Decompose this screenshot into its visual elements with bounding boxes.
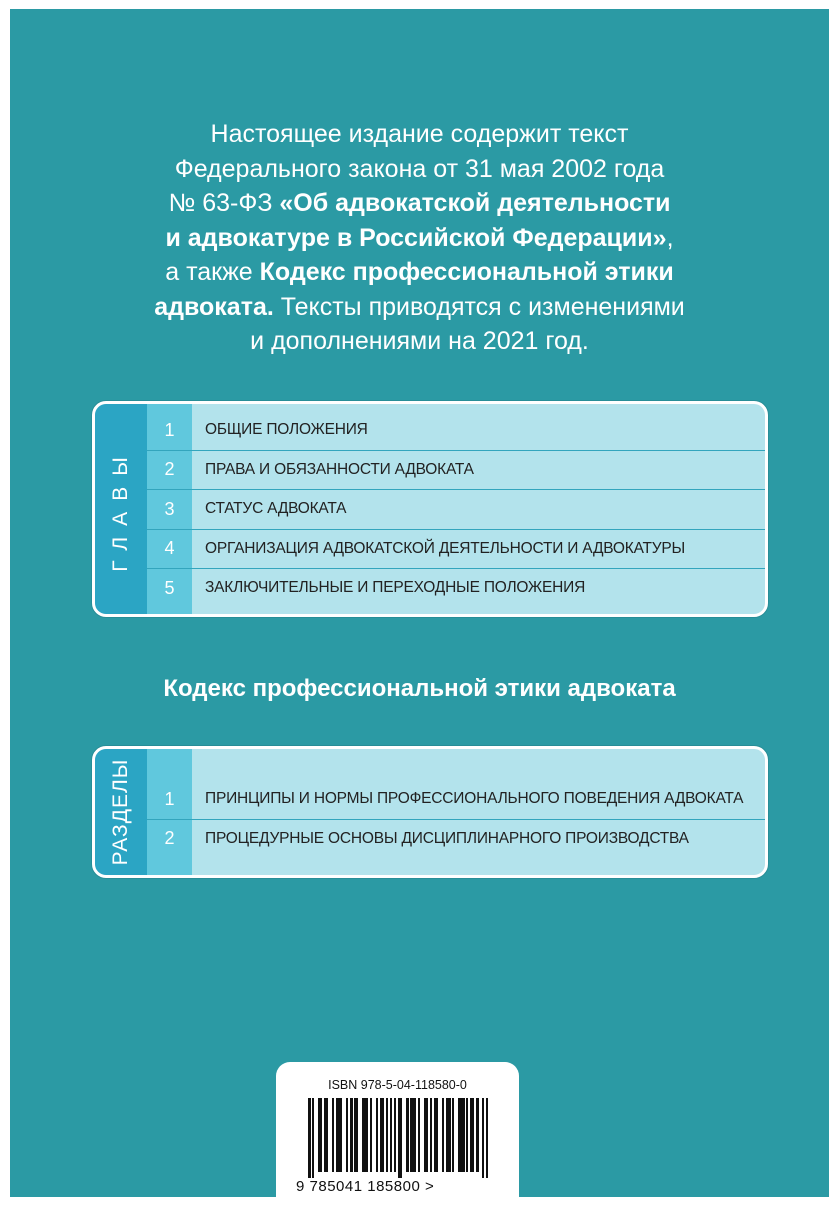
- barcode-bar: [382, 1098, 384, 1172]
- chapter-row: [147, 490, 765, 530]
- chapter-number: 5: [164, 577, 175, 598]
- barcode: [308, 1098, 488, 1178]
- intro-line: [10, 290, 829, 325]
- section-number: 1: [164, 788, 175, 809]
- barcode-bar: [410, 1098, 412, 1172]
- intro-bold-fragment: Кодекс профессиональной этики: [259, 258, 674, 286]
- barcode-bar: [406, 1098, 409, 1172]
- barcode-bar: [370, 1098, 372, 1172]
- intro-line: Федерального закона от 31 мая 2002 года: [174, 154, 665, 183]
- intro-bold-fragment: «Об адвокатской деятельности: [279, 189, 671, 217]
- sections-label-text: РАЗДЕЛЫ: [109, 758, 132, 866]
- intro-line: [10, 221, 829, 256]
- chapter-row: [147, 569, 765, 608]
- barcode-bar: [400, 1098, 402, 1178]
- chapter-title: СТАТУС АДВОКАТА: [205, 500, 347, 518]
- section-row: [147, 820, 765, 859]
- barcode-bar: [326, 1098, 328, 1172]
- intro-line: [10, 186, 829, 221]
- code-heading: Кодекс профессиональной этики адвоката: [163, 675, 676, 702]
- chapters-label-text: ГЛАВЫ: [109, 446, 132, 572]
- sections-panel: [92, 746, 768, 878]
- barcode-bar: [476, 1098, 479, 1172]
- barcode-bar: [398, 1098, 400, 1178]
- chapter-number: 1: [164, 419, 175, 440]
- barcode-bar: [414, 1098, 416, 1172]
- barcode-bar: [380, 1098, 382, 1172]
- intro-fragment: Тексты приводятся с изменениями: [273, 292, 685, 321]
- intro-line: Настоящее издание содержит текст: [210, 120, 629, 148]
- barcode-bar: [346, 1098, 348, 1172]
- barcode-bar: [376, 1098, 378, 1172]
- barcode-bar: [466, 1098, 468, 1172]
- intro-bold-fragment: и адвокатуре в Российской Федерации»: [165, 223, 667, 252]
- barcode-bar: [354, 1098, 356, 1172]
- barcode-bar: [366, 1098, 368, 1172]
- chapter-number: 4: [164, 538, 175, 559]
- chapter-title: ЗАКЛЮЧИТЕЛЬНЫЕ И ПЕРЕХОДНЫЕ ПОЛОЖЕНИЯ: [205, 579, 586, 597]
- barcode-bar: [340, 1098, 342, 1172]
- barcode-bar: [324, 1098, 326, 1172]
- barcode-bar: [470, 1098, 472, 1172]
- intro-fragment: а также: [165, 258, 260, 286]
- isbn-barcode-box: [276, 1062, 519, 1197]
- chapter-row: [147, 451, 765, 491]
- chapter-number: 3: [164, 498, 175, 519]
- chapters-panel: [92, 401, 768, 617]
- chapter-number: 2: [164, 459, 175, 480]
- barcode-bar: [424, 1098, 426, 1172]
- barcode-bar: [308, 1098, 311, 1178]
- barcode-bar: [446, 1098, 448, 1172]
- intro-fragment: № 63-ФЗ: [168, 189, 280, 217]
- barcode-bar: [356, 1098, 358, 1172]
- barcode-bar: [486, 1098, 488, 1178]
- chapter-row: [147, 530, 765, 570]
- barcode-bar: [412, 1098, 414, 1172]
- barcode-bar: [312, 1098, 314, 1178]
- barcode-bar: [462, 1098, 465, 1172]
- barcode-bar: [386, 1098, 388, 1172]
- barcode-bar: [436, 1098, 438, 1172]
- barcode-bar: [320, 1098, 322, 1172]
- chapters-list: [147, 411, 765, 608]
- chapter-title: ОБЩИЕ ПОЛОЖЕНИЯ: [205, 421, 368, 439]
- barcode-bar: [350, 1098, 353, 1172]
- sections-list: [147, 780, 765, 858]
- chapters-vertical-label: [95, 404, 147, 614]
- chapter-title: ПРАВА И ОБЯЗАННОСТИ АДВОКАТА: [205, 460, 474, 478]
- barcode-bar: [418, 1098, 420, 1172]
- sections-vertical-label: [95, 749, 147, 875]
- isbn-text: ISBN 978-5-04-118580-0: [328, 1078, 467, 1092]
- intro-fragment: ,: [666, 223, 674, 252]
- barcode-bar: [442, 1098, 444, 1172]
- chapter-row: [147, 411, 765, 451]
- barcode-bar: [394, 1098, 396, 1172]
- barcode-bar: [460, 1098, 462, 1172]
- chapter-title: ОРГАНИЗАЦИЯ АДВОКАТСКОЙ ДЕЯТЕЛЬНОСТИ И АДВОКАТУРЫ: [205, 539, 686, 557]
- barcode-bar: [332, 1098, 334, 1172]
- intro-line: [10, 255, 829, 290]
- intro-bold-fragment: адвоката.: [154, 292, 274, 321]
- barcode-bar: [448, 1098, 451, 1172]
- barcode-bar: [426, 1098, 428, 1172]
- intro-text: [10, 117, 829, 359]
- barcode-bar: [338, 1098, 340, 1172]
- section-row: [147, 780, 765, 820]
- barcode-bar: [482, 1098, 484, 1178]
- barcode-bar: [472, 1098, 474, 1172]
- barcode-bar: [390, 1098, 392, 1172]
- barcode-bar: [452, 1098, 454, 1172]
- barcode-digits: 9 785041 185800 >: [296, 1178, 435, 1195]
- section-number: 2: [164, 828, 175, 849]
- barcode-bar: [318, 1098, 320, 1172]
- intro-line: и дополнениями на 2021 год.: [250, 327, 589, 355]
- barcode-bar: [430, 1098, 432, 1172]
- book-back-cover: [10, 9, 829, 1197]
- barcode-bar: [458, 1098, 460, 1172]
- section-title: ПРОЦЕДУРНЫЕ ОСНОВЫ ДИСЦИПЛИНАРНОГО ПРОИЗВОДСТВА: [205, 829, 689, 847]
- barcode-bar: [362, 1098, 364, 1172]
- section-title: ПРИНЦИПЫ И НОРМЫ ПРОФЕССИОНАЛЬНОГО ПОВЕДЕНИЯ АДВОКАТА: [205, 790, 744, 808]
